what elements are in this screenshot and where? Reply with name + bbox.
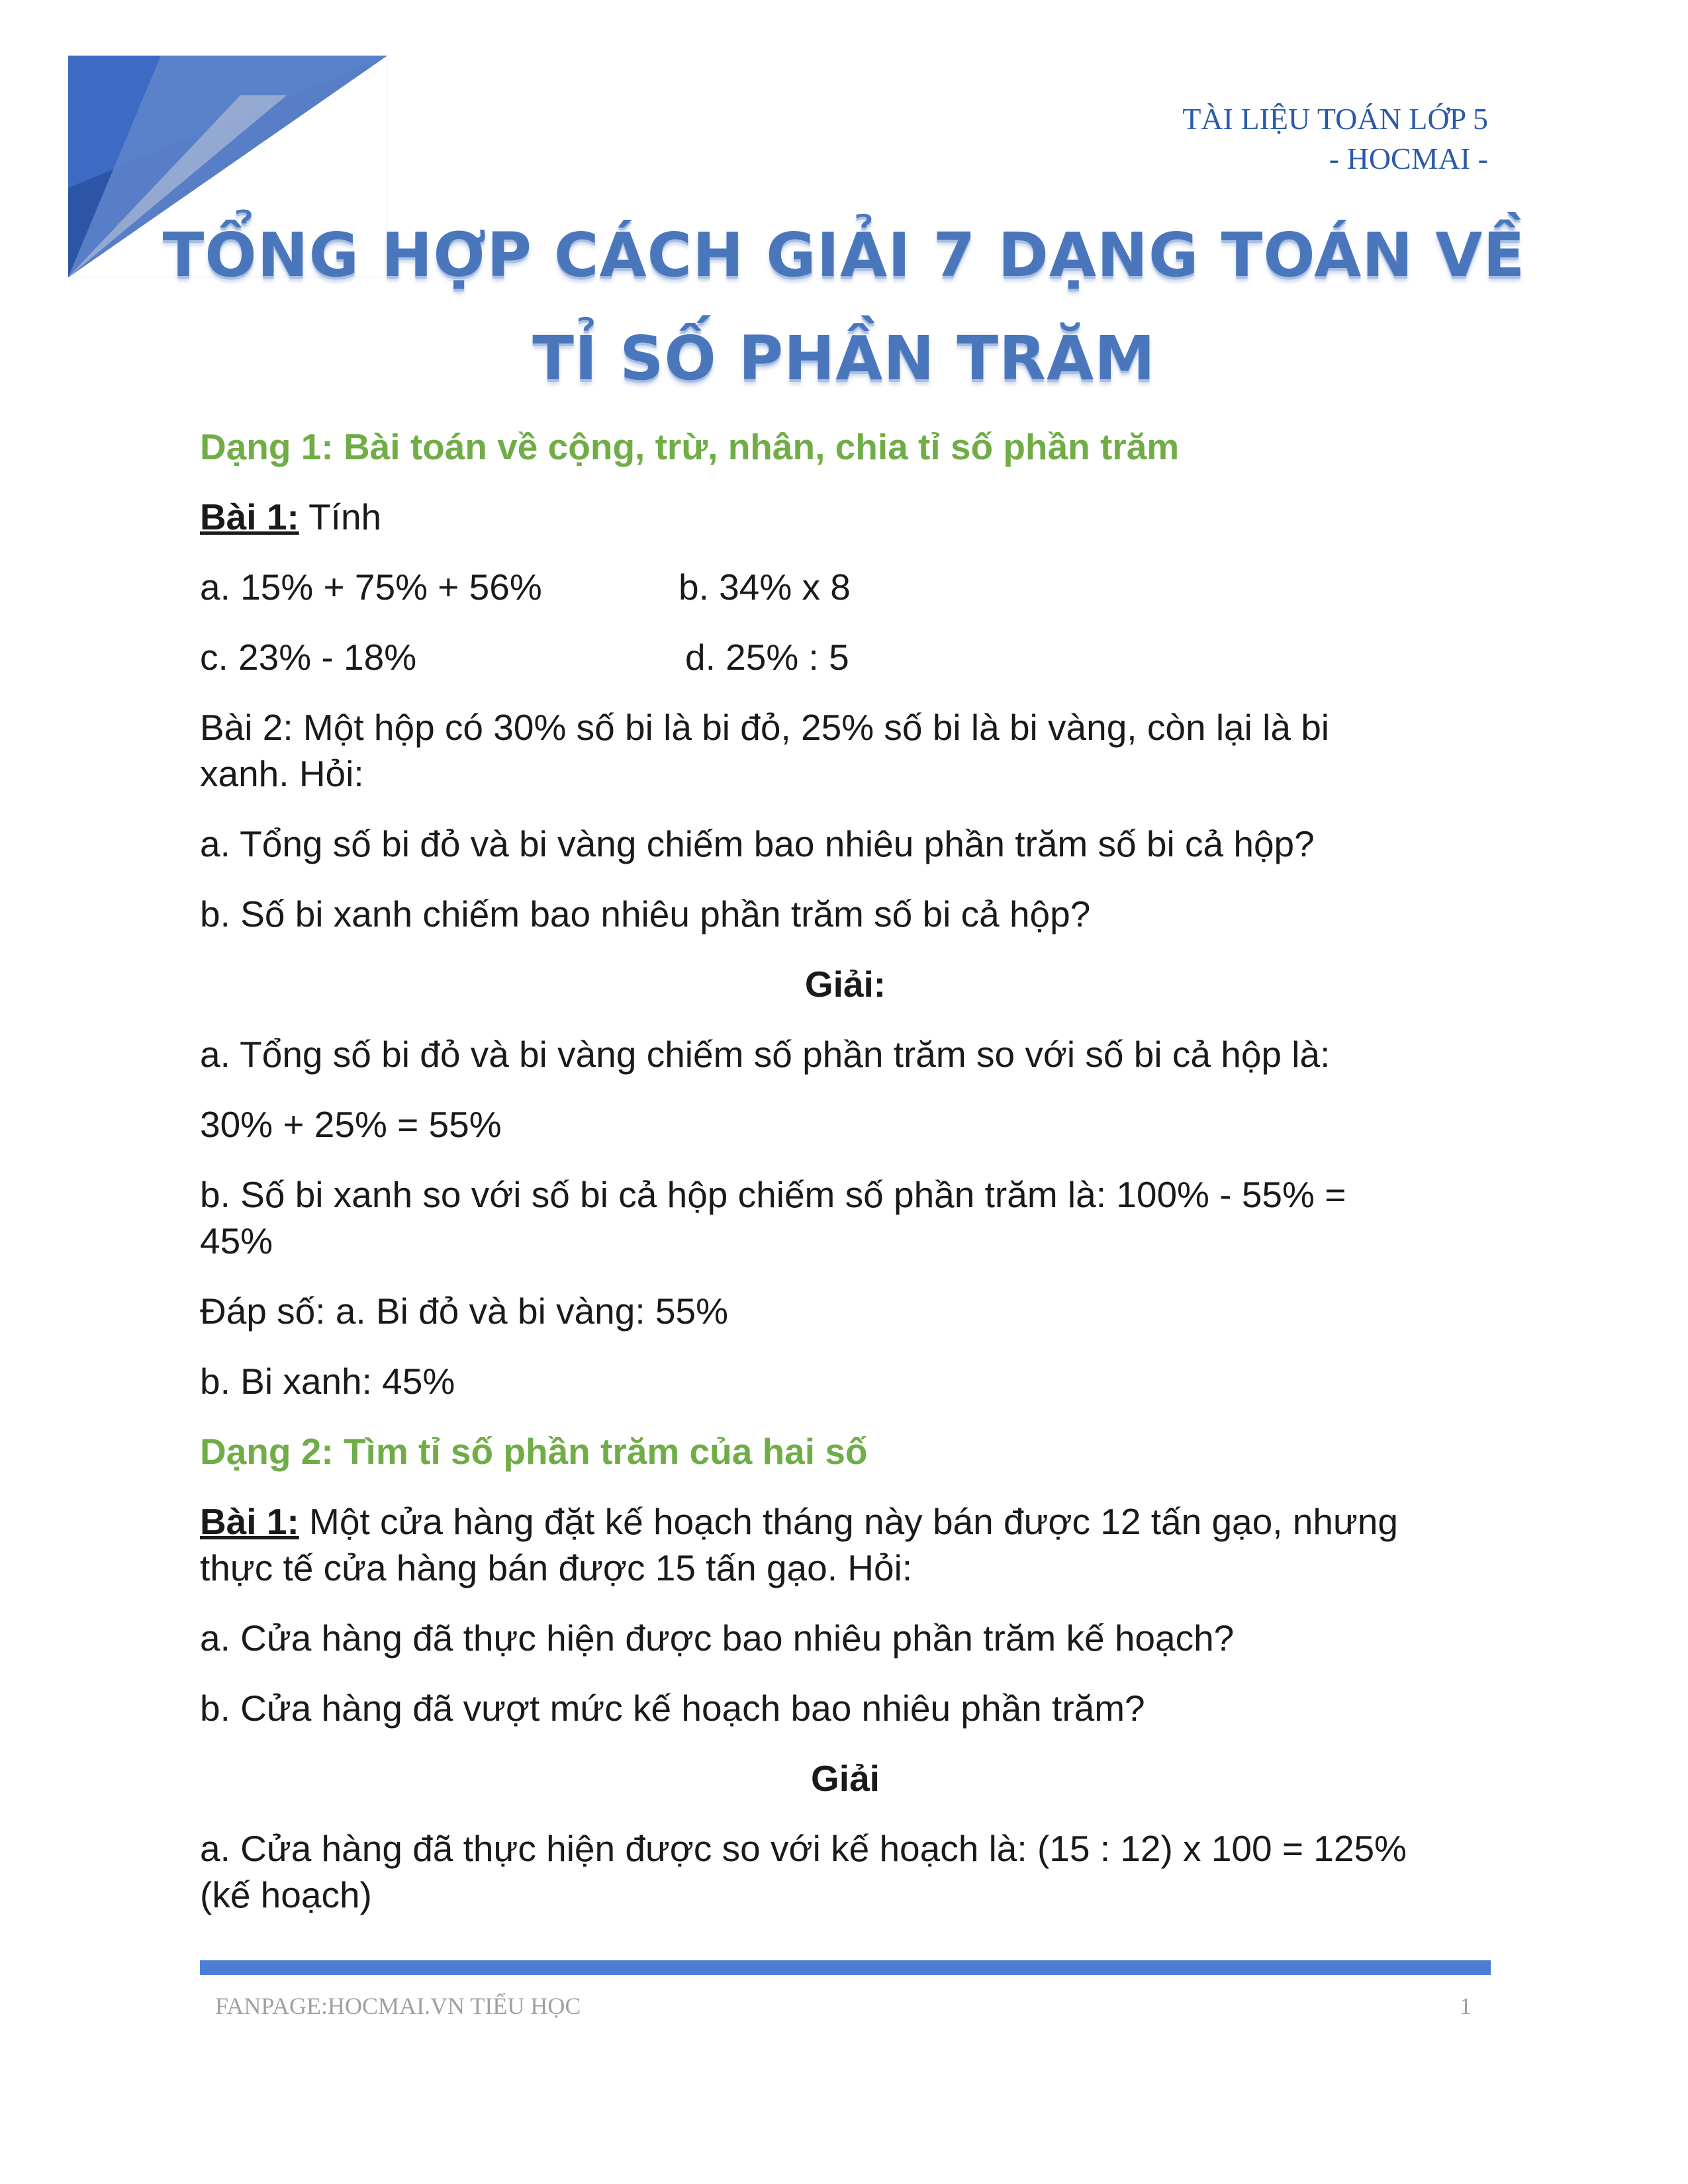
page-number: 1 — [1460, 1993, 1472, 2019]
exercise-a: a. 15% + 75% + 56% — [200, 567, 542, 608]
problem-bai2-line1: Bài 2: Một hộp có 30% số bi là bi đỏ, 25% số bi là bi vàng, còn lại là bi — [200, 707, 1330, 748]
document-header — [1182, 99, 1488, 179]
d2-solution-line2: (kế hoạch) — [200, 1874, 372, 1915]
title-line2: TỈ SỐ PHẦN TRĂM — [532, 323, 1156, 394]
exercise-d: d. 25% : 5 — [685, 637, 849, 678]
solution-a-calc: 30% + 25% = 55% — [200, 1104, 502, 1145]
question-b: b. Số bi xanh chiếm bao nhiêu phần trăm số bi cả hộp? — [200, 893, 1091, 934]
solution-b-line2: 45% — [200, 1220, 273, 1261]
d2-question-b: b. Cửa hàng đã vượt mức kế hoạch bao nhiêu phần trăm? — [200, 1688, 1145, 1729]
section-heading-dang1: Dạng 1: Bài toán về cộng, trừ, nhân, chia tỉ số phần trăm — [200, 426, 1180, 467]
exercise-c: c. 23% - 18% — [200, 637, 417, 678]
solution-heading: Giải: — [804, 964, 886, 1005]
problem-bai2-line2: xanh. Hỏi: — [200, 753, 364, 794]
problem-text: Tính — [299, 496, 382, 537]
d2-solution-heading: Giải — [811, 1758, 880, 1799]
problem-bai1 — [200, 494, 1491, 540]
header-line2: - HOCMAI - — [1329, 142, 1488, 175]
problem-label: Bài 1: — [200, 496, 299, 537]
d2-question-a: a. Cửa hàng đã thực hiện được bao nhiêu phần trăm kế hoạch? — [200, 1617, 1235, 1659]
solution-b-line1: b. Số bi xanh so với số bi cả hộp chiếm số phần trăm là: 100% - 55% = — [200, 1174, 1346, 1215]
d2-solution-line1: a. Cửa hàng đã thực hiện được so với kế hoạch là: (15 : 12) x 100 = 125% — [200, 1828, 1407, 1869]
question-a: a. Tổng số bi đỏ và bi vàng chiếm bao nhiêu phần trăm số bi cả hộp? — [200, 823, 1315, 864]
problem-label: Bài 1: — [200, 1501, 299, 1542]
problem-text: Một cửa hàng đặt kế hoạch tháng này bán được 12 tấn gạo, nhưng — [299, 1501, 1398, 1542]
d2-problem-line1 — [200, 1498, 1491, 1545]
answer-a: Đáp số: a. Bi đỏ và bi vàng: 55% — [200, 1291, 728, 1332]
footer-fanpage: FANPAGE:HOCMAI.VN TIỂU HỌC — [215, 1993, 581, 2019]
answer-b: b. Bi xanh: 45% — [200, 1361, 455, 1402]
solution-a: a. Tổng số bi đỏ và bi vàng chiếm số phần trăm so với số bi cả hộp là: — [200, 1034, 1331, 1075]
exercise-row-cd — [200, 634, 1491, 680]
exercise-row-ab — [200, 564, 1491, 610]
d2-problem-line2: thực tế cửa hàng bán được 15 tấn gạo. Hỏi: — [200, 1547, 913, 1588]
exercise-b: b. 34% x 8 — [679, 567, 851, 608]
section-heading-dang2: Dạng 2: Tìm tỉ số phần trăm của hai số — [200, 1431, 868, 1472]
header-line1: TÀI LIỆU TOÁN LỚP 5 — [1182, 102, 1488, 136]
title-line1: TỔNG HỢP CÁCH GIẢI 7 DẠNG TOÁN VỀ — [162, 220, 1526, 291]
footer-divider — [200, 1960, 1491, 1975]
document-body — [200, 424, 1491, 1942]
